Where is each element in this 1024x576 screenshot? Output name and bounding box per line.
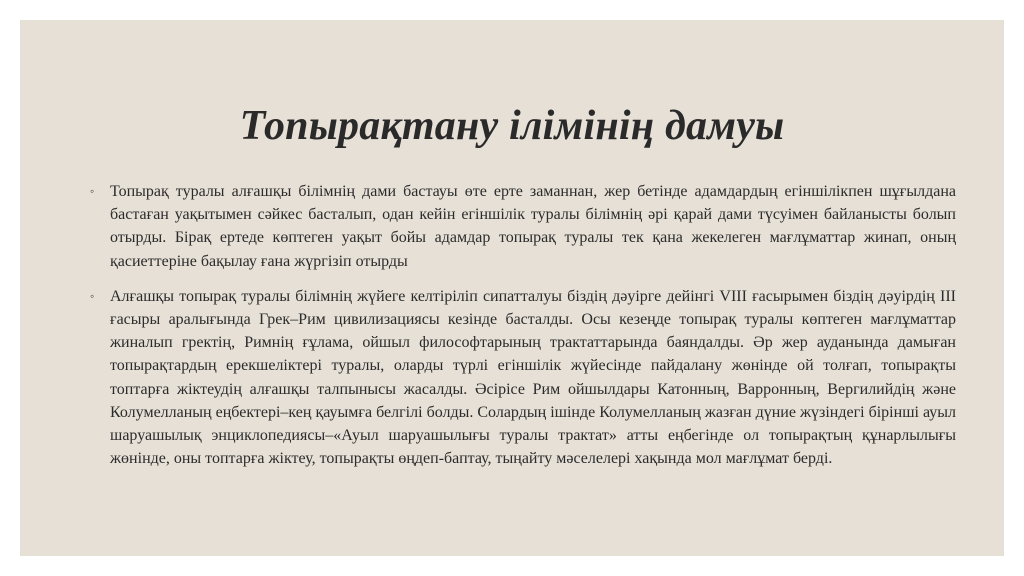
bullet-marker-icon: ◦ <box>90 288 95 303</box>
bullet-text: Алғашқы топырақ туралы білімнің жүйеге келтіріліп сипатталуы біздің дәуірге дейінгі VIII ғасырымен біздің дәуірдің ІІІ ғасыры аралығында Грек–Рим цивилизациясы кезінде басталды. Осы кезеңде топырақ туралы көптеген мағлұматтар жиналып гректің, Римнің ғұлама, ойшыл философтарының трактаттарында баяндалды. Әр жер ауданында дамыған топырақтардың ерекшеліктері туралы, оларды түрлі егіншілік жүйесінде пайдалану жөнінде ой толғап, топырақты топтарға жіктеудің алғашқы талпынысы жасалды. Әсірісе Рим ойшылдары Катонның, Варронның, Вергилийдің және Колумелланың еңбектері–кең қауымға белгілі болды. Солардың ішінде Колумелланың жазған дүние жүзіндегі бірінші ауыл шаруашылық энциклопедиясы–«Ауыл шаруашылығы туралы трактат» атты еңбегінде ол топырақтың құнарлылығы жөнінде, оны топтарға жіктеу, топырақты өңдеп-баптау, тыңайту мәселелері хақында мол мағлұмат берді. <box>110 287 956 468</box>
bullet-item-1 <box>90 180 956 273</box>
bullet-text: Топырақ туралы алғашқы білімнің дами бастауы өте ерте заманнан, жер бетінде адамдардың егіншілікпен шұғылдана бастаған уақытымен сәйкес басталып, одан кейін егіншілік туралы білімнің әрі қарай дами түсуімен байланысты болып отырды. Бірақ ертеде көптеген уақыт бойы адамдар топырақ туралы тек қана жекелеген мағлұматтар жинап, оның қасиеттеріне бақылау ғана жүргізіп отырды <box>110 183 956 270</box>
bullet-item-2 <box>90 285 956 471</box>
bullet-marker-icon: ◦ <box>90 184 95 198</box>
slide-title: Топырақтану ілімінің дамуы <box>239 103 785 149</box>
slide <box>20 20 1004 556</box>
bullet-list <box>90 180 956 482</box>
